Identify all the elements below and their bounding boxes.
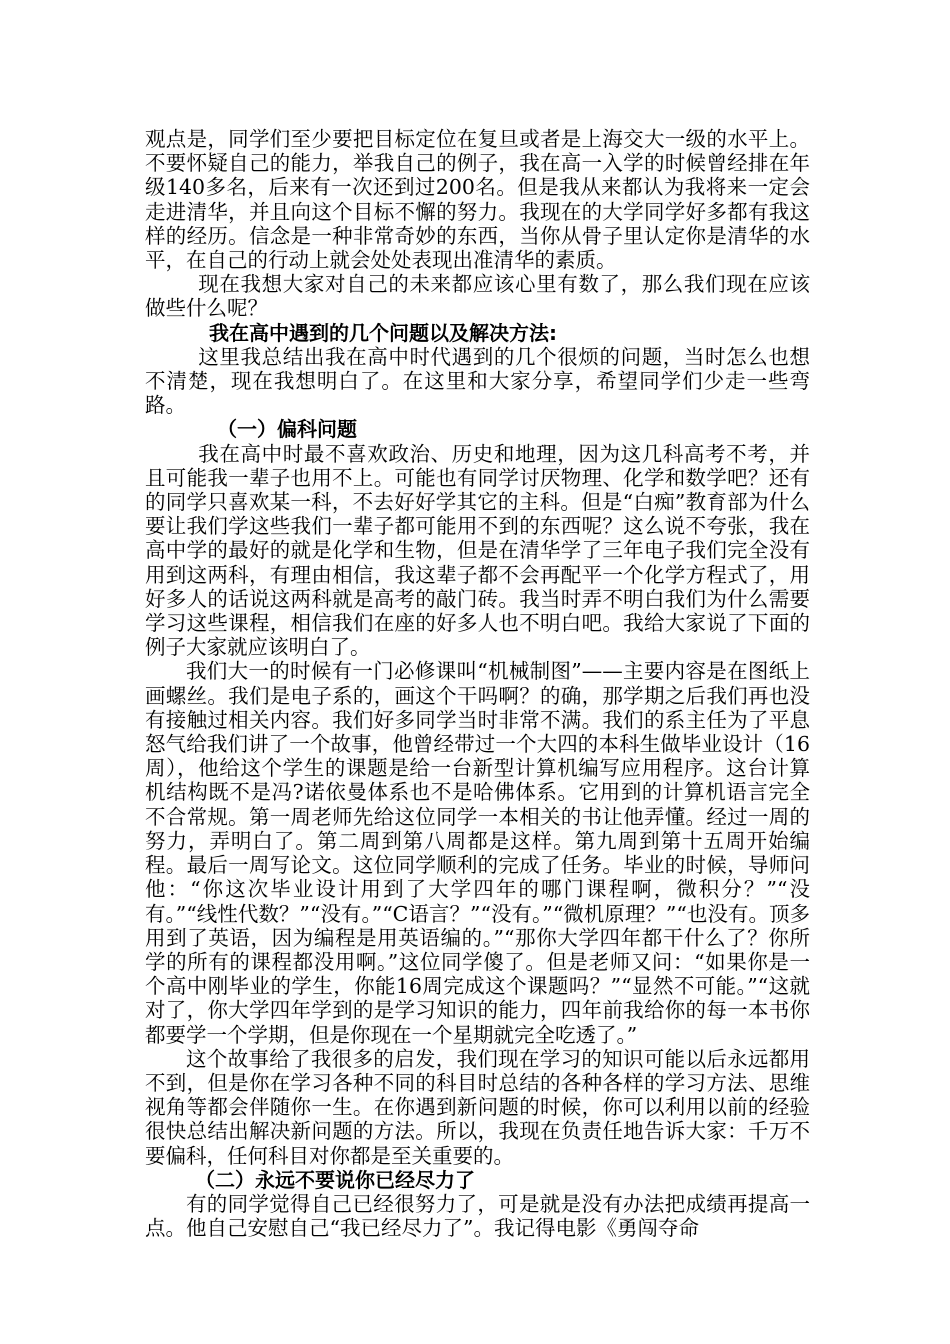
paragraph-what-to-do-now: 现在我想大家对自己的未来都应该心里有数了，那么我们现在应该做些什么呢？ [145, 272, 810, 321]
paragraph-goal-setting: 观点是，同学们至少要把目标定位在复旦或者是上海交大一级的水平上。不要怀疑自己的能力，举我自己的例子，我在高一入学的时候曾经排在年级140多名，后来有一次还到过200名。但是我从来都认为我将来一定会走进清华，并且向这个目标不懈的努力。我现在的大学同学好多都有我这样的经历。信念是一种非常奇妙的东西，当你从骨子里认定你是清华的水平，在自己的行动上就会处处表现出准清华的素质。 [145, 127, 810, 273]
paragraph-summary-intro: 这里我总结出我在高中时代遇到的几个很烦的问题，当时怎么也想不清楚，现在我想明白了。在这里和大家分享，希望同学们少走一些弯路。 [145, 344, 810, 418]
document-page [145, 127, 810, 1240]
subheading-never-say-tried-best: （二）永远不要说你已经尽力了 [195, 1167, 475, 1192]
paragraph-mechanical-drawing-story: 我们大一的时候有一门必修课叫“机械制图”——主要内容是在图纸上画螺丝。我们是电子系的，画这个干吗啊？的确，那学期之后我们再也没有接触过相关内容。我们好多同学当时非常不满。我们的系主任为了平息怒气给我们讲了一个故事，他曾经带过一个大四的本科生做毕业设计（16周），他给这个学生的课题是给一台新型计算机编写应用程序。这台计算机结构既不是冯?诺依曼体系也不是哈佛体系。它用到的计算机语言完全不合常规。第一周老师先给这位同学一本相关的书让他弄懂。经过一周的努力，弄明白了。第二周到第八周都是这样。第九周到第十五周开始编程。最后一周写论文。这位同学顺利的完成了任务。毕业的时候，导师问他：“你这次毕业设计用到了大学四年的哪门课程啊，微积分？”“没有。”“线性代数？”“没有。”“C语言？”“没有。”“微机原理？”“也没有。顶多用到了英语，因为编程是用英语编的。”“那你大学四年都干什么了？你所学的所有的课程都没用啊。”这位同学傻了。但是老师又问：“如果你是一个高中刚毕业的学生，你能16周完成这个课题吗？”“显然不可能。”“这就对了，你大学四年学到的是学习知识的能力，四年前我给你的每一本书你都要学一个学期，但是你现在一个星期就完全吃透了。” [145, 659, 810, 1047]
subheading-subject-bias: （一）偏科问题 [217, 417, 357, 442]
paragraph-story-lesson: 这个故事给了我很多的启发，我们现在学习的知识可能以后永远都用不到，但是你在学习各种不同的科目时总结的各种各样的学习方法、思维视角等都会伴随你一生。在你遇到新问题的时候，你可以利用以前的经验很快总结出解决新问题的方法。所以，我现在负责任地告诉大家：千万不要偏科，任何科目对你都是至关重要的。 [145, 1046, 810, 1168]
section-heading-problems: 我在高中遇到的几个问题以及解决方法: [209, 320, 557, 345]
paragraph-tried-best: 有的同学觉得自己已经很努力了，可是就是没有办法把成绩再提高一点。他自己安慰自己“我已经尽力了”。我记得电影《勇闯夺命 [145, 1191, 810, 1241]
paragraph-subject-bias: 我在高中时最不喜欢政治、历史和地理，因为这几科高考不考，并且可能我一辈子也用不上。可能也有同学讨厌物理、化学和数学吧？还有的同学只喜欢某一科，不去好好学其它的主科。但是“白痴”教育部为什么要让我们学这些我们一辈子都可能用不到的东西呢？这么说不夸张，我在高中学的最好的就是化学和生物，但是在清华学了三年电子我们完全没有用到这两科，有理由相信，我这辈子都不会再配平一个化学方程式了，用好多人的话说这两科就是高考的敲门砖。我当时弄不明白我们为什么需要学习这些课程，相信我们在座的好多人也不明白吧。我给大家说了下面的例子大家就应该明白了。 [145, 441, 810, 660]
